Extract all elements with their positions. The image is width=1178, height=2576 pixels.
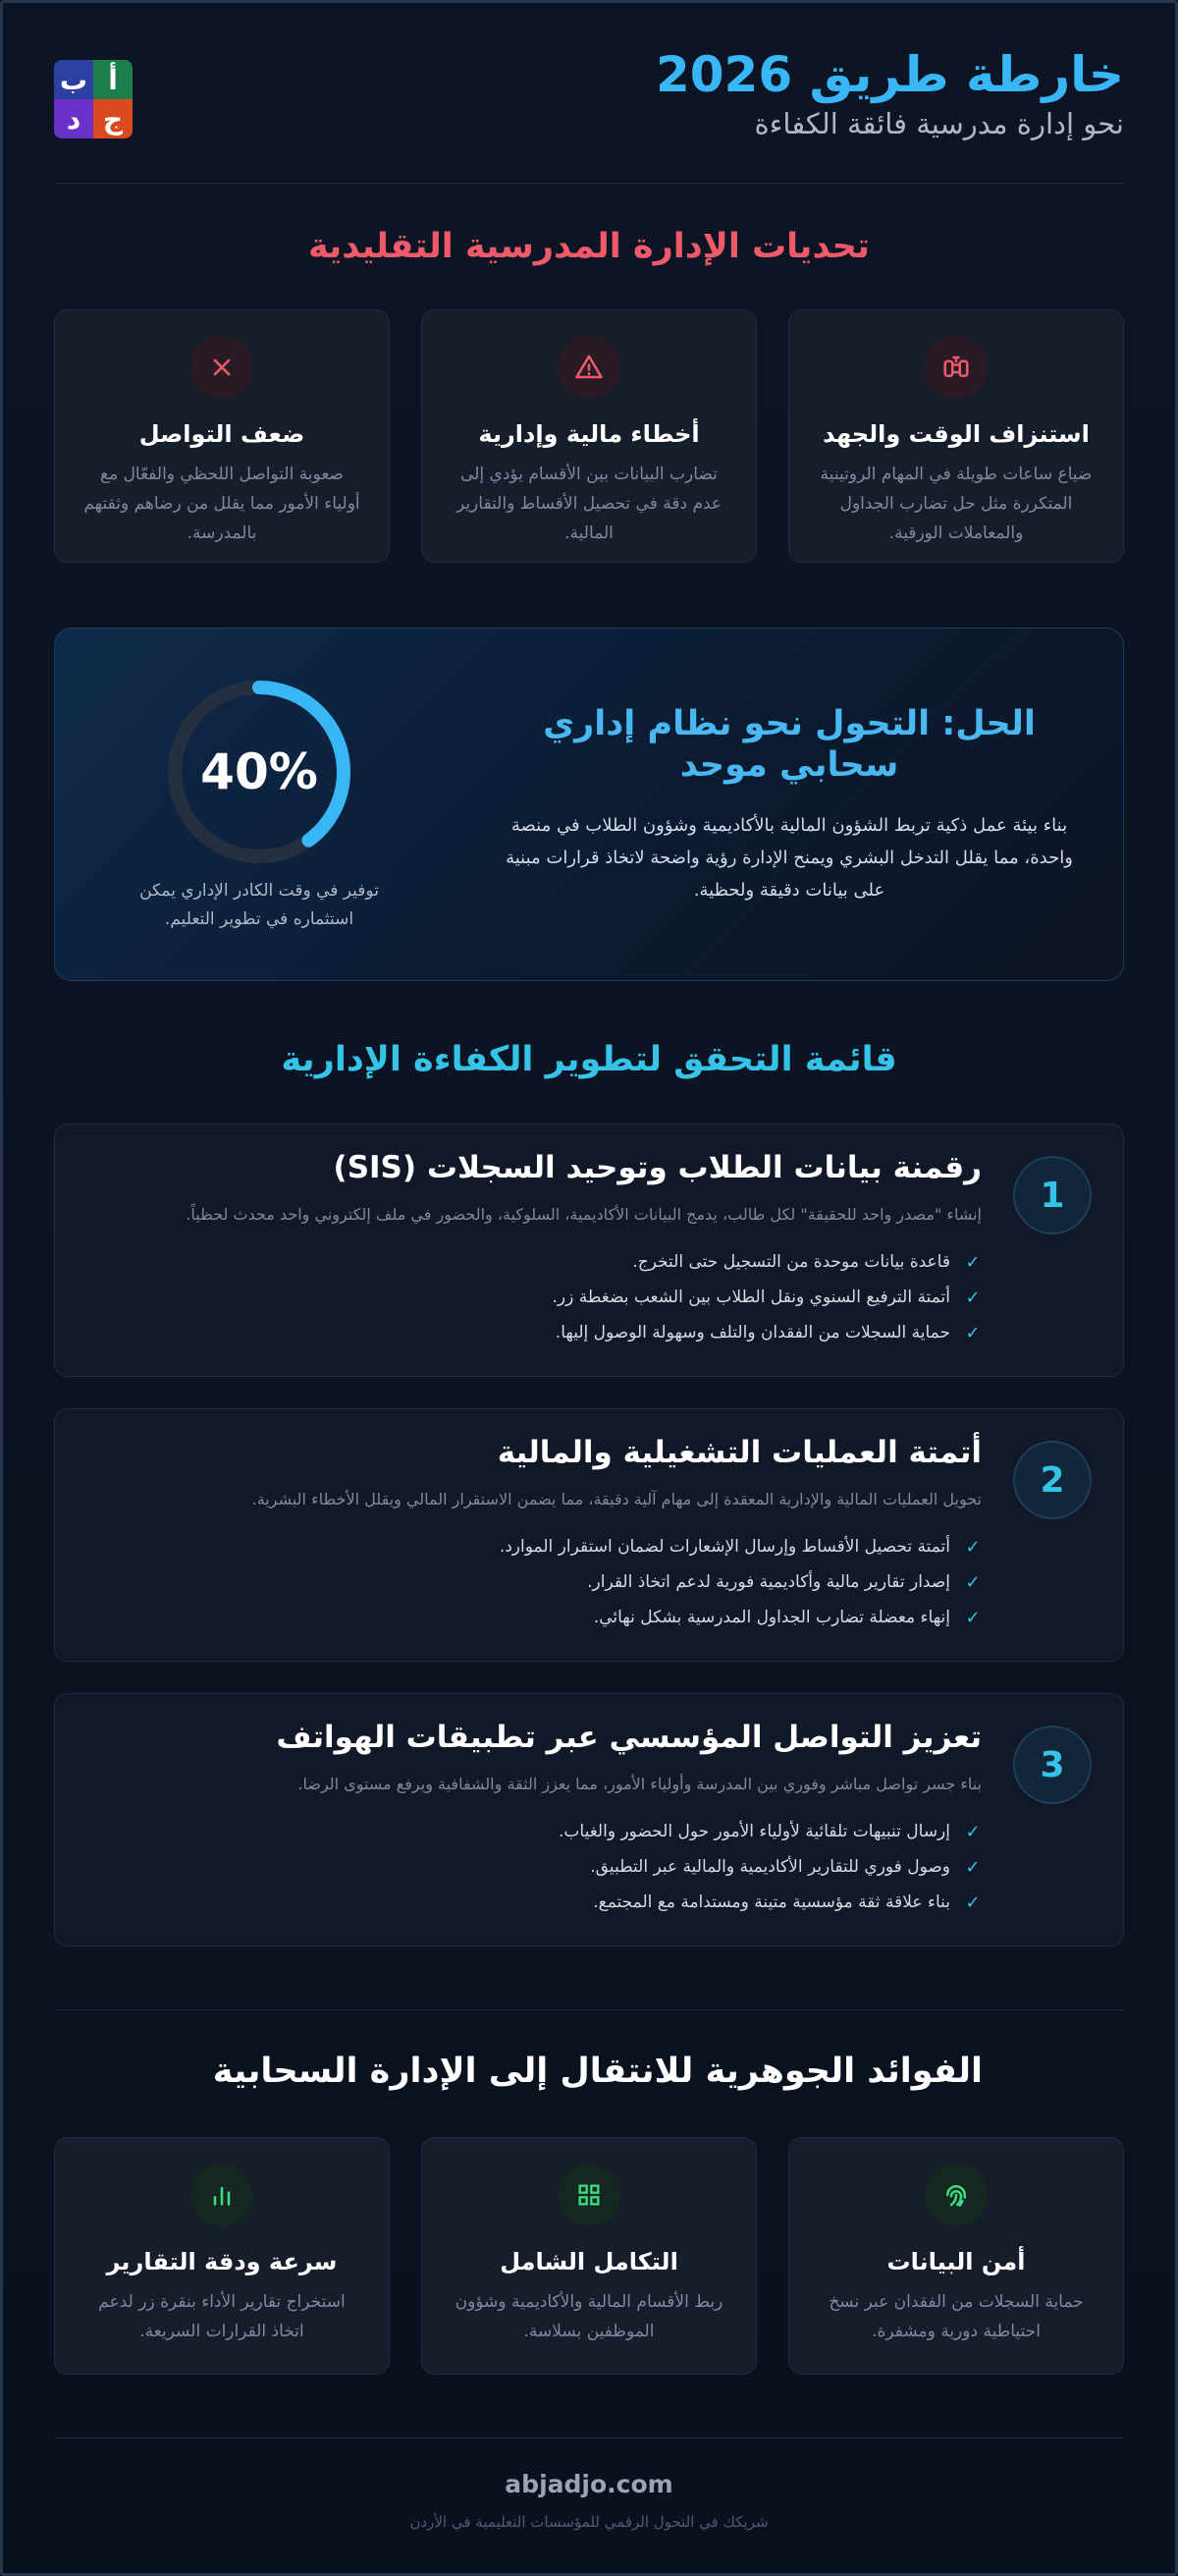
checklist-item-title: رقمنة بيانات الطلاب وتوحيد السجلات (SIS) — [333, 1150, 982, 1185]
checklist-divider — [54, 2009, 1124, 2010]
benefit-text: حماية السجلات من الفقدان عبر نسخ احتياطية دورية ومشفرة. — [829, 2292, 1084, 2341]
check-icon: ✓ — [965, 1891, 981, 1913]
benefit-card-security — [788, 2137, 1124, 2375]
point-text: قاعدة بيانات موحدة من التسجيل حتى التخرج. — [632, 1252, 950, 1272]
challenge-card-time — [788, 309, 1124, 563]
abjad-logo[interactable] — [54, 60, 133, 138]
point-text: إصدار تقارير مالية وأكاديمية فورية لدعم اتخاذ القرار. — [587, 1572, 950, 1592]
checklist-point — [559, 1885, 982, 1920]
checklist-point — [553, 1244, 983, 1280]
checklist-point — [500, 1564, 982, 1600]
challenge-text: ضياع ساعات طويلة في المهام الروتينية المتكررة مثل حل تضارب الجداول والمعاملات الورقية. — [820, 465, 1093, 543]
logo-letter-d: د — [54, 99, 93, 138]
checklist-item-2 — [54, 1408, 1124, 1662]
checklist-item-desc: بناء جسر تواصل مباشر وفوري بين المدرسة وأولياء الأمور، مما يعزز الثقة والشفافية ويرفع مستوى الرضا. — [297, 1775, 982, 1793]
step-number: 2 — [1013, 1441, 1092, 1519]
checklist-item-desc: تحويل العمليات المالية والإدارية المعقدة إلى مهام آلية دقيقة، مما يضمن الاستقرار المالي ويقلل الأخطاء البشرية. — [251, 1490, 982, 1508]
hourglass-icon — [925, 336, 988, 399]
checklist-point — [553, 1280, 983, 1315]
solution-panel — [54, 628, 1124, 981]
grid-icon — [558, 2164, 620, 2226]
checklist-point — [553, 1315, 983, 1350]
check-icon: ✓ — [965, 1821, 981, 1842]
point-text: أتمتة الترفيع السنوي ونقل الطلاب بين الشعب بضغطة زر. — [552, 1288, 950, 1307]
benefit-text: استخراج تقارير الأداء بنقرة زر لدعم اتخاذ القرارات السريعة. — [98, 2292, 346, 2341]
point-text: إنهاء معضلة تضارب الجداول المدرسية بشكل نهائي. — [593, 1608, 950, 1627]
step-number: 1 — [1013, 1156, 1092, 1234]
checklist-points — [500, 1529, 982, 1635]
solution-text: بناء بيئة عمل ذكية تربط الشؤون المالية بالأكاديمية وشؤون الطلاب في منصة واحدة، مما يقلل التدخل البشري ويمنح الإدارة رؤية واضحة لاتخاذ قرارات مبنية على بيانات دقيقة ولحظية. — [506, 815, 1073, 901]
benefit-card-reports — [54, 2137, 390, 2375]
checklist-point — [559, 1849, 982, 1885]
close-icon — [190, 336, 253, 399]
benefit-text: ربط الأقسام المالية والأكاديمية وشؤون الموظفين بسلاسة. — [455, 2292, 723, 2341]
challenges-row — [54, 309, 1124, 563]
checklist-item-title: تعزيز التواصل المؤسسي عبر تطبيقات الهواتف — [276, 1720, 982, 1755]
solution-title: الحل: التحول نحو نظام إداري سحابي موحد — [543, 704, 1036, 785]
gauge-value: 40% — [200, 743, 318, 800]
page-title: خارطة طريق 2026 — [655, 46, 1124, 103]
benefits-row — [54, 2137, 1124, 2375]
challenge-text: تضارب البيانات بين الأقسام يؤدي إلى عدم دقة في تحصيل الأقساط والتقارير المالية. — [455, 465, 723, 543]
point-text: حماية السجلات من الفقدان والتلف وسهولة الوصول إليها. — [555, 1323, 950, 1343]
footer-divider — [54, 2438, 1124, 2439]
checklist-points — [553, 1244, 983, 1350]
logo-letter-a: أ — [93, 60, 133, 99]
benefit-title: أمن البيانات — [886, 2248, 1026, 2275]
check-icon: ✓ — [965, 1287, 981, 1308]
benefit-title: التكامل الشامل — [500, 2248, 678, 2275]
challenge-title: أخطاء مالية وإدارية — [478, 420, 700, 448]
check-icon: ✓ — [965, 1536, 981, 1558]
page-subtitle: نحو إدارة مدرسية فائقة الكفاءة — [754, 107, 1124, 140]
footer-site-link[interactable]: abjadjo.com — [505, 2470, 673, 2498]
point-text: بناء علاقة ثقة مؤسسية متينة ومستدامة مع المجتمع. — [593, 1892, 950, 1912]
check-icon: ✓ — [965, 1856, 981, 1878]
benefit-card-integration — [421, 2137, 757, 2375]
checklist-title: قائمة التحقق لتطوير الكفاءة الإدارية — [281, 1040, 897, 1079]
check-icon: ✓ — [965, 1607, 981, 1628]
checklist-item-3 — [54, 1693, 1124, 1946]
point-text: إرسال تنبيهات تلقائية لأولياء الأمور حول الحضور والغياب. — [559, 1822, 950, 1841]
benefit-title: سرعة ودقة التقارير — [106, 2248, 338, 2275]
fingerprint-icon — [925, 2164, 988, 2226]
check-icon: ✓ — [965, 1322, 981, 1343]
challenge-title: ضعف التواصل — [138, 420, 305, 448]
point-text: أتمتة تحصيل الأقساط وإرسال الإشعارات لضمان استقرار الموارد. — [499, 1537, 950, 1557]
gauge-caption: توفير في وقت الكادر الإداري يمكن استثماره في تطوير التعليم. — [139, 881, 379, 929]
bar-chart-icon — [190, 2164, 253, 2226]
checklist-points — [559, 1814, 982, 1920]
challenge-text: صعوبة التواصل اللحظي والفعّال مع أولياء الأمور مما يقلل من رضاهم وثقتهم بالمدرسة. — [83, 465, 360, 543]
footer-tagline: شريكك في التحول الرقمي للمؤسسات التعليمية في الأردن — [409, 2513, 769, 2531]
checklist-point — [500, 1529, 982, 1564]
checklist-item-desc: إنشاء "مصدر واحد للحقيقة" لكل طالب، يدمج البيانات الأكاديمية، السلوكية، والحضور في ملف إلكتروني واحد محدث لحظياً. — [186, 1205, 982, 1224]
step-number: 3 — [1013, 1726, 1092, 1804]
checklist-item-1 — [54, 1124, 1124, 1377]
challenge-title: استنزاف الوقت والجهد — [823, 420, 1090, 448]
logo-letter-j: ج — [93, 99, 133, 138]
header-divider — [54, 183, 1124, 184]
challenge-card-communication — [54, 309, 390, 563]
challenge-card-errors — [421, 309, 757, 563]
checklist-point — [500, 1600, 982, 1635]
point-text: وصول فوري للتقارير الأكاديمية والمالية عبر التطبيق. — [590, 1857, 950, 1877]
benefits-title: الفوائد الجوهرية للانتقال إلى الإدارة السحابية — [212, 2052, 983, 2091]
warning-triangle-icon — [558, 336, 620, 399]
logo-letter-b: ب — [54, 60, 93, 99]
header — [54, 46, 1124, 184]
checklist-point — [559, 1814, 982, 1849]
checklist-item-title: أتمتة العمليات التشغيلية والمالية — [497, 1435, 982, 1470]
check-icon: ✓ — [965, 1571, 981, 1593]
check-icon: ✓ — [965, 1251, 981, 1273]
challenges-title: تحديات الإدارة المدرسية التقليدية — [307, 227, 871, 266]
